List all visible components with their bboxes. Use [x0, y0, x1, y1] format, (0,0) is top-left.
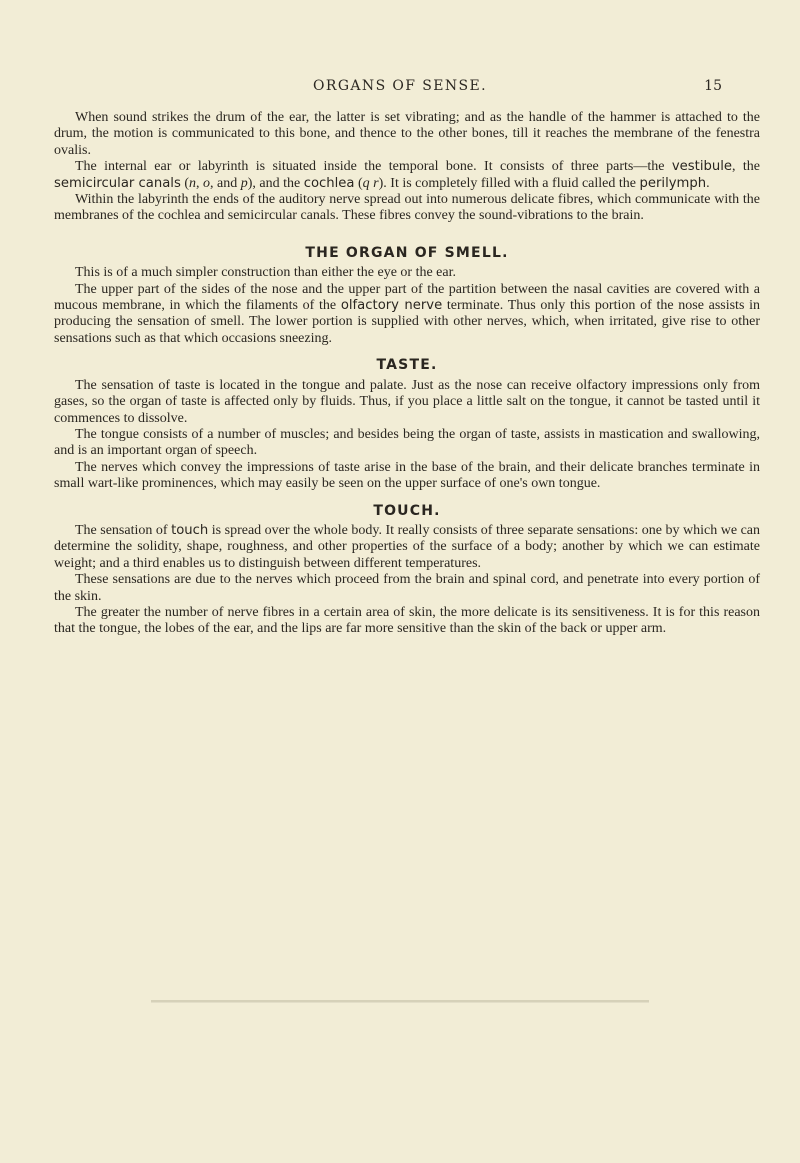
paragraph-smell-nerve: [54, 282, 760, 348]
paragraph-touch-nerves: These sensations are due to the nerves which proceed from the brain and spinal cord, and penetrate into every portion of the skin.: [54, 572, 760, 604]
paragraph-sensitiveness: The greater the number of nerve fibres in a certain area of skin, the more delicate is its sensitiveness. It is for this reason that the tongue, the lobes of the ear, and the lips are far more sensitive than the skin of the back or upper arm.: [54, 604, 760, 637]
term-semicircular-canals: semicircular canals: [54, 175, 181, 191]
body-text: [54, 110, 760, 638]
text-run: .: [706, 175, 710, 191]
term-perilymph: perilymph: [639, 175, 707, 191]
text-run: terminate. Thus only this portion of the nose assists in producing the sensation of smell. The lower portion is supplied with other nerves, which, when irritated, give rise to other sensations such as that which occasions sneezing.: [54, 298, 760, 346]
text-run: ). It is completely filled with a fluid called the: [378, 175, 640, 191]
paragraph-sound-drum: When sound strikes the drum of the ear, the latter is set vibrating; and as the handle of the hammer is attached to the drum, the motion is communicated to this bone, and thence to the other bones, till it reaches the membrane of the fenestra ovalis.: [54, 110, 760, 158]
text-run: , the: [732, 159, 760, 175]
term-vestibule: vestibule: [671, 159, 732, 175]
paragraph-touch-sensation: [54, 523, 760, 572]
text-run: , and: [210, 175, 241, 191]
figure-ref-o: o: [203, 175, 210, 191]
text-run: ), and the: [247, 175, 304, 191]
text-run: (: [180, 175, 189, 191]
figure-ref-p: p: [240, 175, 248, 191]
running-title: ORGANS OF SENSE.: [313, 78, 487, 94]
paragraph-tongue-muscles: The tongue consists of a number of muscles; and besides being the organ of taste, assists in mastication and swallowing, and is an important organ of speech.: [54, 426, 760, 459]
paragraph-taste-nerves: The nerves which convey the impressions of taste arise in the base of the brain, and their delicate branches terminate in small wart-like prominences, which may easily be seen on the upper surface of one's own tongue.: [54, 459, 760, 492]
text-run: The sensation of: [75, 522, 172, 538]
figure-ref-n: n: [189, 175, 196, 191]
text-run: ,: [196, 175, 203, 191]
term-touch: touch: [171, 522, 209, 538]
text-run: (: [354, 175, 363, 191]
page-rule: [151, 1000, 649, 1003]
heading-taste: TASTE.: [376, 357, 438, 374]
text-run: The upper part of the sides of the nose and the upper part of the partition between the nasal cavities are covered with a mucous membrane, in which the filaments of the: [54, 281, 760, 314]
term-cochlea: cochlea: [303, 175, 355, 191]
text-run: is spread over the whole body. It really consists of three separate sensations: one by which we can determine the solidity, shape, roughness, and other properties of the surface of a body; another by which we can estimate weight; and a third enables us to distinguish between different temperatures.: [54, 522, 760, 571]
paragraph-internal-ear: [54, 159, 760, 192]
page-number: 15: [704, 78, 722, 94]
paragraph-auditory-nerve: Within the labyrinth the ends of the auditory nerve spread out into numerous delicate fibres, which communicate with the membranes of the cochlea and semicircular canals. These fibres convey the sound-vibrations to the brain.: [54, 192, 760, 224]
heading-smell: THE ORGAN OF SMELL.: [305, 244, 509, 261]
paragraph-taste-location: The sensation of taste is located in the tongue and palate. Just as the nose can receive olfactory impressions only from gases, so the organ of taste is affected only by fluids. Thus, if you place a little salt on the tongue, it cannot be tasted until it commences to dissolve.: [54, 377, 760, 426]
figure-ref-qr: q r: [362, 175, 379, 191]
running-head: [0, 78, 800, 98]
term-olfactory-nerve: olfactory nerve: [340, 298, 443, 314]
heading-touch: TOUCH.: [373, 502, 441, 519]
text-run: The internal ear or labyrinth is situated inside the temporal bone. It consists of three parts—the: [75, 159, 672, 175]
paragraph-smell-intro: This is of a much simpler construction than either the eye or the ear.: [75, 265, 456, 281]
